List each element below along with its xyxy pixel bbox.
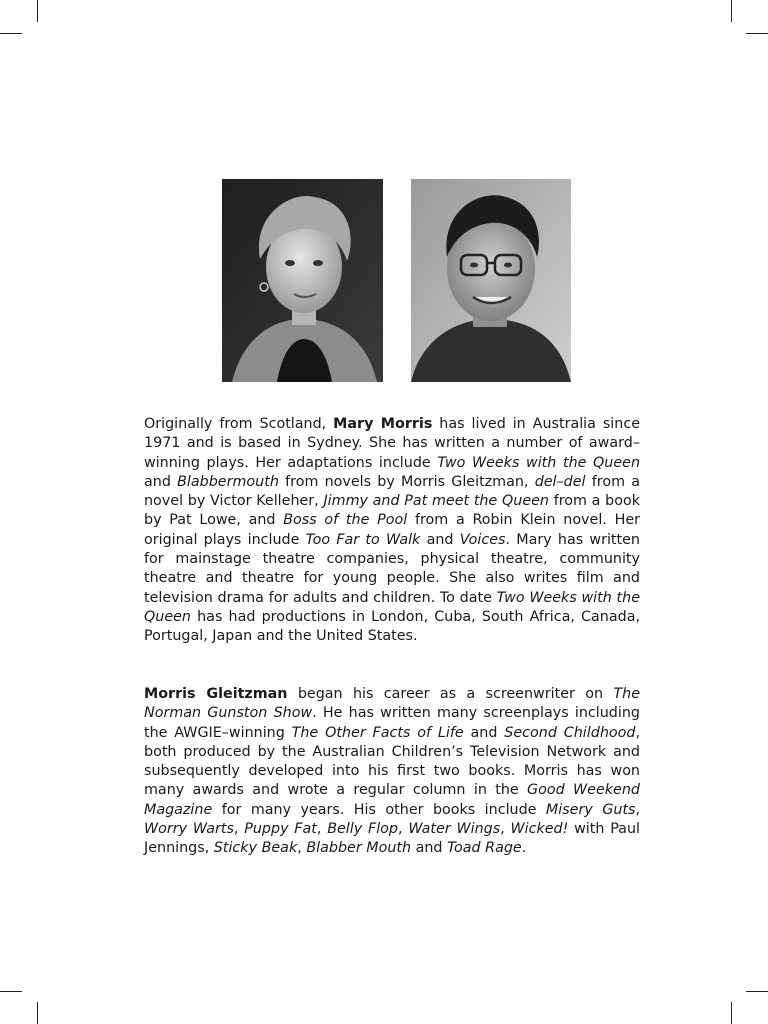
work-title: del–del <box>534 473 586 490</box>
bio-text: . He has written many screenplays including the AWGIE–winning <box>144 705 640 741</box>
work-title: Two Weeks with the Queen <box>437 454 641 471</box>
photo-mary-morris <box>222 179 383 382</box>
work-title: Belly Flop <box>327 821 398 838</box>
bio-text: , <box>316 821 328 838</box>
bio-text: , <box>635 801 640 818</box>
crop-mark <box>731 0 732 22</box>
bio-text: from a Robin Klein novel. Her original plays include <box>144 512 640 548</box>
bio-text: from a novel by Victor Kelleher, <box>144 473 640 510</box>
author-name: Mary Morris <box>333 416 433 432</box>
crop-mark <box>0 991 22 992</box>
bio-text: , both produced by the Australian Children’s Television Network and subsequently developed into his first two books. Morris has won many awards and wrote a regular column in the <box>144 724 640 799</box>
bio-text: , <box>233 821 245 838</box>
work-title: Puppy Fat <box>244 821 317 838</box>
crop-mark <box>746 991 768 992</box>
photo-morris-gleitzman <box>411 179 571 382</box>
bio-text: and <box>411 840 448 857</box>
work-title: Two Weeks with the Queen <box>144 589 640 625</box>
bio-text: . <box>521 840 527 857</box>
bio-text: . Mary has written for mainstage theatre companies, physical theatre, community theatre and theatre for young people. She also writes film and television drama for adults and children. To date <box>144 531 640 606</box>
bio-text: from novels by Morris Gleitzman, <box>278 473 535 490</box>
bio-text: Originally from Scotland, <box>144 416 334 432</box>
work-title: Second Childhood <box>504 724 636 741</box>
bio-text: and <box>144 473 178 490</box>
bio-text: has had productions in London, Cuba, South Africa, Canada, Portugal, Japan and the United States. <box>144 608 640 645</box>
bio-text: for many years. His other books include <box>212 801 546 818</box>
work-title: The Norman Gunston Show <box>144 686 640 722</box>
bio-text: and <box>420 531 460 548</box>
crop-mark <box>37 0 38 22</box>
work-title: Blabber Mouth <box>306 840 412 857</box>
bio-morris-gleitzman <box>144 685 640 859</box>
bio-text: has lived in Australia since 1971 and is based in Sydney. She has written a number of award–winning plays. Her adaptations include <box>144 416 640 471</box>
bio-text: began his career as a screenwriter on <box>287 686 614 702</box>
bio-text: , <box>500 821 511 838</box>
work-title: Wicked! <box>510 821 569 838</box>
work-title: Toad Rage <box>447 840 522 857</box>
work-title: Too Far to Walk <box>305 531 421 548</box>
bio-text: , <box>297 840 307 857</box>
work-title: Misery Guts <box>545 801 636 818</box>
work-title: The Other Facts of Life <box>291 724 464 741</box>
work-title: Jimmy and Pat meet the Queen <box>323 493 549 510</box>
bio-mary-morris <box>144 415 640 647</box>
work-title: Boss of the Pool <box>283 512 408 529</box>
crop-mark <box>746 33 768 34</box>
work-title: Worry Warts <box>144 821 234 838</box>
bio-text: and <box>463 724 505 741</box>
bio-text: , <box>398 821 409 838</box>
crop-mark <box>0 33 22 34</box>
work-title: Good Weekend Magazine <box>144 782 640 818</box>
crop-mark <box>37 1002 38 1024</box>
work-title: Sticky Beak <box>213 840 298 857</box>
bio-text: from a book by Pat Lowe, and <box>144 493 641 529</box>
author-name: Morris Gleitzman <box>144 686 288 702</box>
work-title: Voices <box>459 531 506 548</box>
crop-mark <box>731 1002 732 1024</box>
work-title: Water Wings <box>408 821 501 838</box>
work-title: Blabbermouth <box>177 473 279 490</box>
bio-text: with Paul Jennings, <box>144 821 640 857</box>
